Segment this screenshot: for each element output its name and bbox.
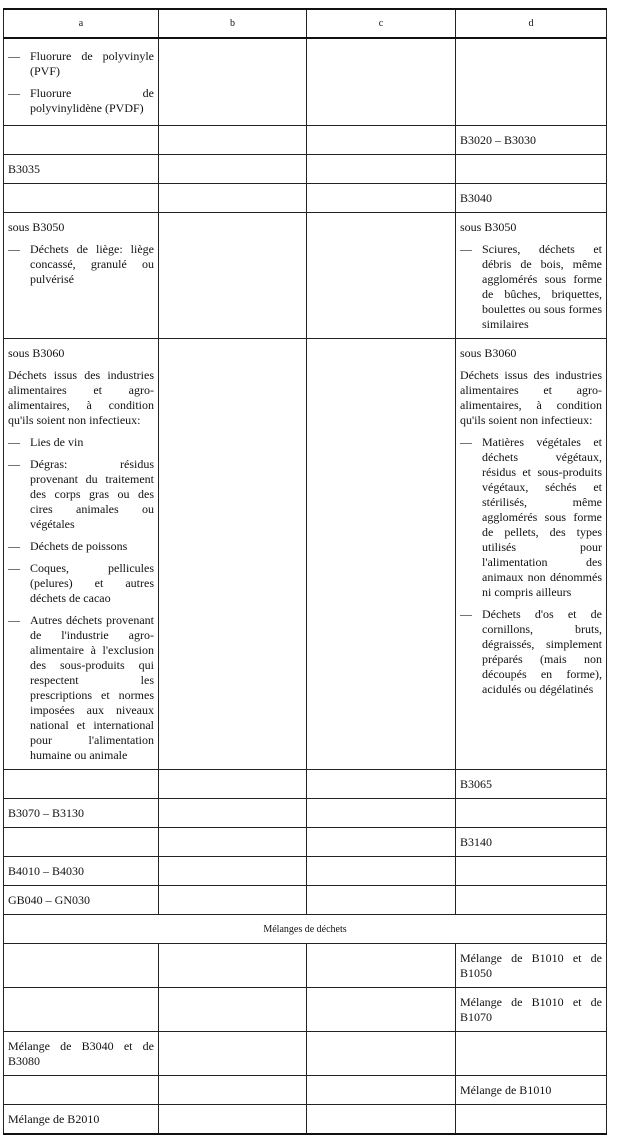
cell-c bbox=[307, 886, 456, 915]
header-c: c bbox=[307, 9, 456, 38]
cell-c bbox=[307, 988, 456, 1032]
cell-a bbox=[4, 213, 159, 339]
mixture-text: Mélange de B1010 et de B1070 bbox=[460, 995, 602, 1024]
cell-b bbox=[159, 38, 307, 126]
cell-b bbox=[159, 799, 307, 828]
mixture-text: Mélange de B3040 et de B3080 bbox=[8, 1039, 154, 1068]
code-text: sous B3060 bbox=[460, 346, 517, 360]
cell-c bbox=[307, 38, 456, 126]
table-row bbox=[4, 339, 607, 770]
cell-a bbox=[4, 944, 159, 988]
section-title: Mélanges de déchets bbox=[4, 915, 607, 944]
table-row bbox=[4, 184, 607, 213]
cell-b bbox=[159, 184, 307, 213]
cell-b bbox=[159, 126, 307, 155]
header-row bbox=[4, 9, 607, 38]
table-row bbox=[4, 213, 607, 339]
code-text: sous B3050 bbox=[8, 220, 65, 234]
code-text: sous B3050 bbox=[460, 220, 517, 234]
cell-a bbox=[4, 799, 159, 828]
list-item: — Déchets d'os et de cornillons, bruts, dégraissés, simplement préparés (mais non découpés en forme), acidulés ou dégélatinés bbox=[460, 607, 602, 697]
cell-a bbox=[4, 155, 159, 184]
code-text: GB040 – GN030 bbox=[8, 893, 91, 907]
mixture-text: Mélange de B1010 bbox=[460, 1083, 552, 1097]
header-b: b bbox=[159, 9, 307, 38]
cell-c bbox=[307, 339, 456, 770]
code-text: B3140 bbox=[460, 835, 493, 849]
cell-c bbox=[307, 770, 456, 799]
table-row bbox=[4, 1105, 607, 1135]
cell-c bbox=[307, 184, 456, 213]
mixture-text: Mélange de B1010 et de B1050 bbox=[460, 951, 602, 980]
cell-c bbox=[307, 828, 456, 857]
cell-a bbox=[4, 1076, 159, 1105]
list-item: — Sciures, déchets et débris de bois, même agglomérés sous forme de bûches, briquettes, boulettes ou sous formes similaires bbox=[460, 242, 602, 332]
cell-a bbox=[4, 38, 159, 126]
cell-c bbox=[307, 1105, 456, 1135]
list-item: — Matières végétales et déchets végétaux, résidus et sous-produits végétaux, séchés et stérilisés, même agglomérés sous forme de pellets, des types utilisés pour l'alimentation des animaux non dénommés ni compris ailleurs bbox=[460, 435, 602, 600]
cell-b bbox=[159, 988, 307, 1032]
cell-b bbox=[159, 213, 307, 339]
section-row bbox=[4, 915, 607, 944]
cell-a bbox=[4, 770, 159, 799]
cell-c bbox=[307, 126, 456, 155]
cell-b bbox=[159, 1076, 307, 1105]
cell-d bbox=[456, 1032, 607, 1076]
list-item: — Fluorure de polyvinyle (PVF) bbox=[8, 49, 154, 79]
intro-text: Déchets issus des industries alimentaires et agro-alimentaires, à condition qu'ils soient non infectieux: bbox=[8, 368, 154, 427]
cell-d bbox=[456, 213, 607, 339]
cell-c bbox=[307, 944, 456, 988]
cell-c bbox=[307, 1032, 456, 1076]
code-text: B3065 bbox=[460, 777, 493, 791]
cell-c bbox=[307, 1076, 456, 1105]
waste-table bbox=[3, 8, 607, 1135]
cell-b bbox=[159, 1105, 307, 1135]
cell-d bbox=[456, 988, 607, 1032]
table-row bbox=[4, 770, 607, 799]
cell-a bbox=[4, 1105, 159, 1135]
cell-a bbox=[4, 184, 159, 213]
cell-d bbox=[456, 828, 607, 857]
cell-d bbox=[456, 1076, 607, 1105]
cell-d bbox=[456, 155, 607, 184]
table-row bbox=[4, 944, 607, 988]
cell-c bbox=[307, 857, 456, 886]
code-text: B4010 – B4030 bbox=[8, 864, 85, 878]
cell-d bbox=[456, 799, 607, 828]
code-text: B3035 bbox=[8, 162, 41, 176]
cell-a bbox=[4, 339, 159, 770]
cell-c bbox=[307, 799, 456, 828]
table-row bbox=[4, 988, 607, 1032]
cell-d bbox=[456, 857, 607, 886]
cell-c bbox=[307, 213, 456, 339]
list-item: — Lies de vin bbox=[8, 435, 154, 450]
cell-a bbox=[4, 857, 159, 886]
table-row bbox=[4, 857, 607, 886]
header-d: d bbox=[456, 9, 607, 38]
cell-b bbox=[159, 339, 307, 770]
intro-text: Déchets issus des industries alimentaires et agro-alimentaires, à condition qu'ils soient non infectieux: bbox=[460, 368, 602, 427]
table-row bbox=[4, 126, 607, 155]
table-row bbox=[4, 155, 607, 184]
cell-a bbox=[4, 886, 159, 915]
cell-d bbox=[456, 770, 607, 799]
cell-b bbox=[159, 828, 307, 857]
table-row bbox=[4, 1076, 607, 1105]
cell-b bbox=[159, 886, 307, 915]
cell-b bbox=[159, 857, 307, 886]
cell-d bbox=[456, 184, 607, 213]
cell-d bbox=[456, 126, 607, 155]
mixture-text: Mélange de B2010 bbox=[8, 1112, 100, 1126]
cell-d bbox=[456, 38, 607, 126]
list-item: — Coques, pellicules (pelures) et autres déchets de cacao bbox=[8, 561, 154, 606]
cell-b bbox=[159, 944, 307, 988]
table-row bbox=[4, 1032, 607, 1076]
cell-d bbox=[456, 1105, 607, 1135]
cell-a bbox=[4, 126, 159, 155]
cell-a bbox=[4, 1032, 159, 1076]
cell-a bbox=[4, 988, 159, 1032]
cell-d bbox=[456, 944, 607, 988]
table-row bbox=[4, 799, 607, 828]
cell-a bbox=[4, 828, 159, 857]
table-row bbox=[4, 828, 607, 857]
list-item: — Déchets de liège: liège concassé, granulé ou pulvérisé bbox=[8, 242, 154, 287]
cell-b bbox=[159, 155, 307, 184]
list-item: — Déchets de poissons bbox=[8, 539, 154, 554]
table-row bbox=[4, 886, 607, 915]
list-item: — Fluorure de polyvinylidène (PVDF) bbox=[8, 86, 154, 116]
table-row bbox=[4, 38, 607, 126]
code-text: sous B3060 bbox=[8, 346, 65, 360]
code-text: B3020 – B3030 bbox=[460, 133, 537, 147]
list-item: — Dégras: résidus provenant du traitement des corps gras ou des cires animales ou végétales bbox=[8, 457, 154, 532]
list-item: — Autres déchets provenant de l'industrie agro-alimentaire à l'exclusion des sous-produits qui respectent les prescriptions et normes imposées aux niveaux national et international pour l'alimentation humaine ou animale bbox=[8, 613, 154, 763]
cell-c bbox=[307, 155, 456, 184]
code-text: B3070 – B3130 bbox=[8, 806, 85, 820]
cell-d bbox=[456, 886, 607, 915]
cell-d bbox=[456, 339, 607, 770]
cell-b bbox=[159, 1032, 307, 1076]
header-a: a bbox=[4, 9, 159, 38]
cell-b bbox=[159, 770, 307, 799]
code-text: B3040 bbox=[460, 191, 493, 205]
